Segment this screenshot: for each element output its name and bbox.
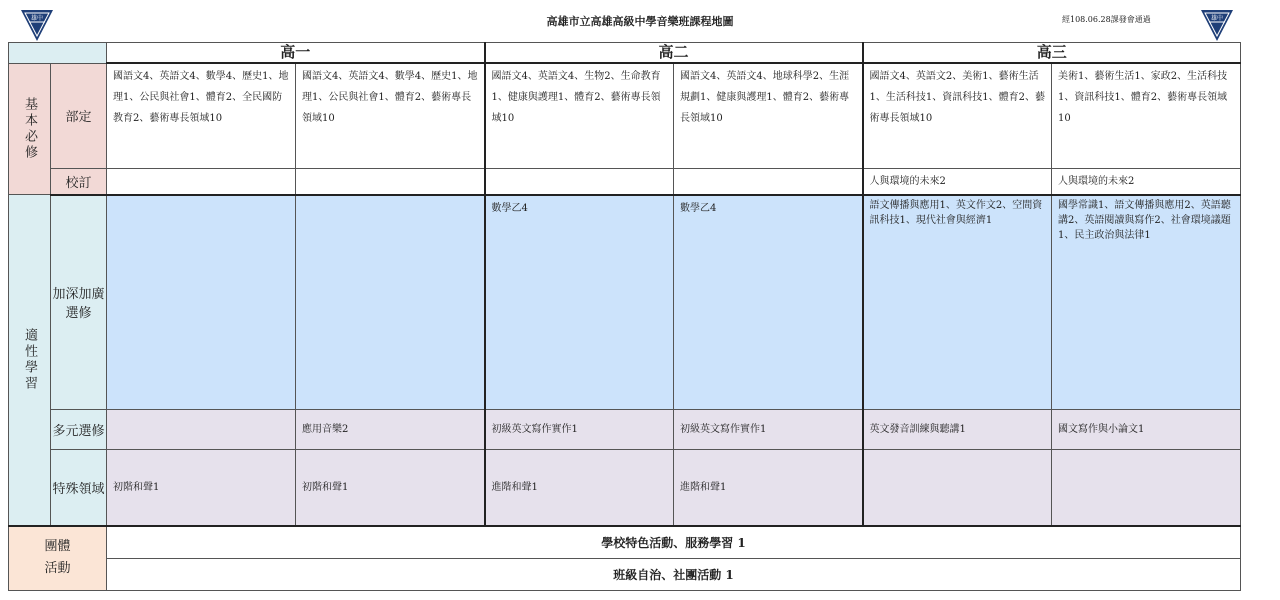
header-corner — [9, 43, 107, 64]
grade-1-header: 高一 — [107, 43, 485, 64]
subcategory-special: 特殊領域 — [51, 450, 107, 526]
ministry-row — [9, 63, 1241, 168]
subcategory-advanced: 加深加廣選修 — [51, 195, 107, 410]
school-cell: 人與環境的未來2 — [1052, 168, 1241, 195]
ministry-cell: 美術1、藝術生活1、家政2、生活科技1、資訊科技1、體育2、藝術專長領域10 — [1052, 63, 1241, 168]
category-basic: 基本必修 — [9, 63, 51, 195]
advanced-cell: 數學乙4 — [674, 195, 863, 410]
diverse-row — [9, 410, 1241, 450]
emblem-text: 雄中 — [1210, 15, 1224, 22]
advanced-row — [9, 195, 1241, 410]
diverse-cell — [107, 410, 296, 450]
group-activity-row-1 — [9, 526, 1241, 559]
school-emblem-right — [1200, 8, 1234, 42]
special-cell — [863, 450, 1052, 526]
category-group — [9, 526, 107, 591]
diverse-cell: 英文發音訓練與聽講1 — [863, 410, 1052, 450]
emblem-text: 雄中 — [30, 15, 44, 22]
advanced-cell — [296, 195, 485, 410]
group-activity: 班級自治、社團活動 1 — [107, 558, 1241, 590]
special-cell: 進階和聲1 — [485, 450, 674, 526]
ministry-cell: 國語文4、英語文4、地球科學2、生涯規劃1、健康與護理1、體育2、藝術專長領域10 — [674, 63, 863, 168]
ministry-cell: 國語文4、英語文2、美術1、藝術生活1、生活科技1、資訊科技1、體育2、藝術專長領域10 — [863, 63, 1052, 168]
school-row — [9, 168, 1241, 195]
subcategory-ministry: 部定 — [51, 63, 107, 168]
page-title: 高雄市立高雄高級中學音樂班課程地圖 — [546, 15, 734, 28]
school-cell: 人與環境的未來2 — [863, 168, 1052, 195]
ministry-cell: 國語文4、英語文4、生物2、生命教育1、健康與護理1、體育2、藝術專長領域10 — [485, 63, 674, 168]
advanced-cell: 數學乙4 — [485, 195, 674, 410]
approval-note: 經108.06.28課發會通過 — [1062, 15, 1151, 24]
school-cell — [485, 168, 674, 195]
category-adaptive: 適性學習 — [9, 195, 51, 526]
subcategory-diverse: 多元選修 — [51, 410, 107, 450]
diverse-cell: 應用音樂2 — [296, 410, 485, 450]
group-activity: 學校特色活動、服務學習 1 — [107, 526, 1241, 559]
grade-2-header: 高二 — [485, 43, 863, 64]
group-activity-row-2 — [9, 558, 1241, 590]
school-cell — [674, 168, 863, 195]
curriculum-map-table — [8, 42, 1241, 591]
special-cell: 初階和聲1 — [296, 450, 485, 526]
diverse-cell: 初級英文寫作實作1 — [485, 410, 674, 450]
subcategory-school: 校訂 — [51, 168, 107, 195]
grade-header-row — [9, 43, 1241, 64]
ministry-cell: 國語文4、英語文4、數學4、歷史1、地理1、公民與社會1、體育2、全民國防教育2、藝術專長領域10 — [107, 63, 296, 168]
diverse-cell: 初級英文寫作實作1 — [674, 410, 863, 450]
diverse-cell: 國文寫作與小論文1 — [1052, 410, 1241, 450]
school-cell — [296, 168, 485, 195]
ministry-cell: 國語文4、英語文4、數學4、歷史1、地理1、公民與社會1、體育2、藝術專長領域10 — [296, 63, 485, 168]
grade-3-header: 高三 — [863, 43, 1241, 64]
special-cell: 初階和聲1 — [107, 450, 296, 526]
special-row — [9, 450, 1241, 526]
special-cell — [1052, 450, 1241, 526]
advanced-cell — [107, 195, 296, 410]
category-group-label: 團體活動 — [44, 539, 71, 576]
advanced-cell: 國學常識1、語文傳播與應用2、英語聽講2、英語閱讀與寫作2、社會環境議題1、民主政治與法律1 — [1052, 195, 1241, 410]
special-cell: 進階和聲1 — [674, 450, 863, 526]
school-cell — [107, 168, 296, 195]
advanced-cell: 語文傳播與應用1、英文作文2、空間資訊科技1、現代社會與經濟1 — [863, 195, 1052, 410]
